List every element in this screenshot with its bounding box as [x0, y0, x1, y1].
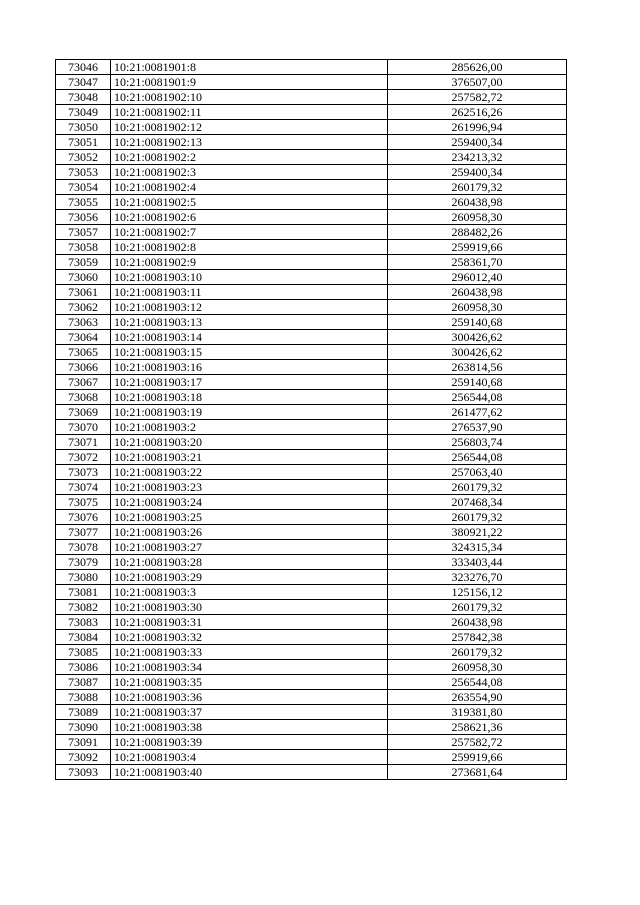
- cadastral-number-cell: 10:21:0081902:12: [111, 120, 388, 135]
- table-row: [56, 165, 567, 180]
- row-number-cell: 73064: [56, 330, 111, 345]
- table-row: [56, 765, 567, 780]
- table-row: [56, 195, 567, 210]
- row-number-cell: 73068: [56, 390, 111, 405]
- amount-cell: 259400,34: [388, 135, 567, 150]
- amount-cell: 288482,26: [388, 225, 567, 240]
- table-row: [56, 480, 567, 495]
- amount-cell: 380921,22: [388, 525, 567, 540]
- row-number-cell: 73086: [56, 660, 111, 675]
- row-number-cell: 73055: [56, 195, 111, 210]
- table-row: [56, 120, 567, 135]
- cadastral-number-cell: 10:21:0081901:8: [111, 60, 388, 75]
- row-number-cell: 73059: [56, 255, 111, 270]
- row-number-cell: 73089: [56, 705, 111, 720]
- cadastral-number-cell: 10:21:0081903:27: [111, 540, 388, 555]
- row-number-cell: 73078: [56, 540, 111, 555]
- cadastral-number-cell: 10:21:0081903:28: [111, 555, 388, 570]
- table-row: [56, 645, 567, 660]
- table-row: [56, 555, 567, 570]
- cadastral-number-cell: 10:21:0081903:14: [111, 330, 388, 345]
- row-number-cell: 73090: [56, 720, 111, 735]
- row-number-cell: 73081: [56, 585, 111, 600]
- cadastral-number-cell: 10:21:0081903:38: [111, 720, 388, 735]
- amount-cell: 333403,44: [388, 555, 567, 570]
- row-number-cell: 73071: [56, 435, 111, 450]
- row-number-cell: 73062: [56, 300, 111, 315]
- table-row: [56, 300, 567, 315]
- table-row: [56, 345, 567, 360]
- amount-cell: 260179,32: [388, 645, 567, 660]
- cadastral-number-cell: 10:21:0081902:4: [111, 180, 388, 195]
- table-row: [56, 150, 567, 165]
- row-number-cell: 73092: [56, 750, 111, 765]
- amount-cell: 260958,30: [388, 660, 567, 675]
- table-row: [56, 90, 567, 105]
- row-number-cell: 73057: [56, 225, 111, 240]
- table-row: [56, 135, 567, 150]
- amount-cell: 259140,68: [388, 315, 567, 330]
- row-number-cell: 73052: [56, 150, 111, 165]
- cadastral-number-cell: 10:21:0081903:11: [111, 285, 388, 300]
- registry-table: [55, 59, 567, 780]
- table-row: [56, 690, 567, 705]
- table-row: [56, 465, 567, 480]
- amount-cell: 260438,98: [388, 615, 567, 630]
- amount-cell: 260179,32: [388, 480, 567, 495]
- row-number-cell: 73060: [56, 270, 111, 285]
- table-row: [56, 390, 567, 405]
- row-number-cell: 73093: [56, 765, 111, 780]
- amount-cell: 261996,94: [388, 120, 567, 135]
- cadastral-number-cell: 10:21:0081903:2: [111, 420, 388, 435]
- amount-cell: 260958,30: [388, 210, 567, 225]
- row-number-cell: 73050: [56, 120, 111, 135]
- amount-cell: 261477,62: [388, 405, 567, 420]
- table-row: [56, 735, 567, 750]
- cadastral-number-cell: 10:21:0081902:3: [111, 165, 388, 180]
- cadastral-number-cell: 10:21:0081902:11: [111, 105, 388, 120]
- table-row: [56, 210, 567, 225]
- amount-cell: 260438,98: [388, 195, 567, 210]
- cadastral-number-cell: 10:21:0081903:17: [111, 375, 388, 390]
- row-number-cell: 73082: [56, 600, 111, 615]
- amount-cell: 260438,98: [388, 285, 567, 300]
- table-row: [56, 675, 567, 690]
- amount-cell: 260179,32: [388, 180, 567, 195]
- cadastral-number-cell: 10:21:0081903:10: [111, 270, 388, 285]
- cadastral-number-cell: 10:21:0081903:4: [111, 750, 388, 765]
- row-number-cell: 73080: [56, 570, 111, 585]
- cadastral-number-cell: 10:21:0081903:3: [111, 585, 388, 600]
- amount-cell: 259919,66: [388, 750, 567, 765]
- cadastral-number-cell: 10:21:0081903:26: [111, 525, 388, 540]
- row-number-cell: 73067: [56, 375, 111, 390]
- table-row: [56, 285, 567, 300]
- amount-cell: 260179,32: [388, 510, 567, 525]
- row-number-cell: 73066: [56, 360, 111, 375]
- row-number-cell: 73048: [56, 90, 111, 105]
- table-row: [56, 570, 567, 585]
- table-row: [56, 705, 567, 720]
- amount-cell: 296012,40: [388, 270, 567, 285]
- cadastral-number-cell: 10:21:0081903:15: [111, 345, 388, 360]
- cadastral-number-cell: 10:21:0081903:25: [111, 510, 388, 525]
- amount-cell: 263814,56: [388, 360, 567, 375]
- cadastral-number-cell: 10:21:0081903:33: [111, 645, 388, 660]
- table-row: [56, 105, 567, 120]
- row-number-cell: 73076: [56, 510, 111, 525]
- amount-cell: 319381,80: [388, 705, 567, 720]
- amount-cell: 256544,08: [388, 390, 567, 405]
- table-row: [56, 495, 567, 510]
- table-row: [56, 615, 567, 630]
- cadastral-number-cell: 10:21:0081902:8: [111, 240, 388, 255]
- row-number-cell: 73058: [56, 240, 111, 255]
- cadastral-number-cell: 10:21:0081901:9: [111, 75, 388, 90]
- row-number-cell: 73051: [56, 135, 111, 150]
- amount-cell: 125156,12: [388, 585, 567, 600]
- row-number-cell: 73075: [56, 495, 111, 510]
- row-number-cell: 73087: [56, 675, 111, 690]
- table-row: [56, 225, 567, 240]
- amount-cell: 263554,90: [388, 690, 567, 705]
- table-row: [56, 75, 567, 90]
- row-number-cell: 73061: [56, 285, 111, 300]
- table-row: [56, 630, 567, 645]
- row-number-cell: 73054: [56, 180, 111, 195]
- table-row: [56, 540, 567, 555]
- table-row: [56, 420, 567, 435]
- table-row: [56, 180, 567, 195]
- row-number-cell: 73063: [56, 315, 111, 330]
- table-row: [56, 315, 567, 330]
- amount-cell: 259919,66: [388, 240, 567, 255]
- amount-cell: 323276,70: [388, 570, 567, 585]
- table-row: [56, 330, 567, 345]
- cadastral-number-cell: 10:21:0081902:13: [111, 135, 388, 150]
- amount-cell: 276537,90: [388, 420, 567, 435]
- amount-cell: 300426,62: [388, 345, 567, 360]
- cadastral-number-cell: 10:21:0081903:37: [111, 705, 388, 720]
- table-row: [56, 405, 567, 420]
- row-number-cell: 73085: [56, 645, 111, 660]
- table-row: [56, 255, 567, 270]
- row-number-cell: 73049: [56, 105, 111, 120]
- table-row: [56, 510, 567, 525]
- table-row: [56, 450, 567, 465]
- row-number-cell: 73073: [56, 465, 111, 480]
- amount-cell: 234213,32: [388, 150, 567, 165]
- cadastral-number-cell: 10:21:0081903:39: [111, 735, 388, 750]
- table-row: [56, 435, 567, 450]
- row-number-cell: 73047: [56, 75, 111, 90]
- amount-cell: 324315,34: [388, 540, 567, 555]
- amount-cell: 256803,74: [388, 435, 567, 450]
- amount-cell: 259140,68: [388, 375, 567, 390]
- table-row: [56, 720, 567, 735]
- cadastral-number-cell: 10:21:0081902:5: [111, 195, 388, 210]
- row-number-cell: 73077: [56, 525, 111, 540]
- row-number-cell: 73074: [56, 480, 111, 495]
- cadastral-number-cell: 10:21:0081903:19: [111, 405, 388, 420]
- row-number-cell: 73065: [56, 345, 111, 360]
- cadastral-number-cell: 10:21:0081903:12: [111, 300, 388, 315]
- table-row: [56, 750, 567, 765]
- amount-cell: 257842,38: [388, 630, 567, 645]
- row-number-cell: 73083: [56, 615, 111, 630]
- cadastral-number-cell: 10:21:0081902:9: [111, 255, 388, 270]
- row-number-cell: 73070: [56, 420, 111, 435]
- row-number-cell: 73084: [56, 630, 111, 645]
- row-number-cell: 73056: [56, 210, 111, 225]
- cadastral-number-cell: 10:21:0081903:13: [111, 315, 388, 330]
- cadastral-number-cell: 10:21:0081903:36: [111, 690, 388, 705]
- row-number-cell: 73079: [56, 555, 111, 570]
- cadastral-number-cell: 10:21:0081903:23: [111, 480, 388, 495]
- cadastral-number-cell: 10:21:0081903:22: [111, 465, 388, 480]
- table-row: [56, 240, 567, 255]
- amount-cell: 285626,00: [388, 60, 567, 75]
- amount-cell: 257582,72: [388, 90, 567, 105]
- amount-cell: 258621,36: [388, 720, 567, 735]
- amount-cell: 376507,00: [388, 75, 567, 90]
- table-row: [56, 360, 567, 375]
- table-row: [56, 660, 567, 675]
- amount-cell: 260958,30: [388, 300, 567, 315]
- row-number-cell: 73053: [56, 165, 111, 180]
- amount-cell: 207468,34: [388, 495, 567, 510]
- cadastral-number-cell: 10:21:0081903:35: [111, 675, 388, 690]
- cadastral-number-cell: 10:21:0081902:6: [111, 210, 388, 225]
- amount-cell: 257582,72: [388, 735, 567, 750]
- row-number-cell: 73046: [56, 60, 111, 75]
- cadastral-number-cell: 10:21:0081903:40: [111, 765, 388, 780]
- amount-cell: 256544,08: [388, 675, 567, 690]
- cadastral-number-cell: 10:21:0081902:7: [111, 225, 388, 240]
- table-row: [56, 375, 567, 390]
- table-row: [56, 270, 567, 285]
- amount-cell: 258361,70: [388, 255, 567, 270]
- cadastral-number-cell: 10:21:0081903:31: [111, 615, 388, 630]
- amount-cell: 273681,64: [388, 765, 567, 780]
- amount-cell: 300426,62: [388, 330, 567, 345]
- cadastral-number-cell: 10:21:0081903:29: [111, 570, 388, 585]
- table-row: [56, 525, 567, 540]
- registry-table-body: [56, 60, 567, 780]
- cadastral-number-cell: 10:21:0081903:18: [111, 390, 388, 405]
- amount-cell: 257063,40: [388, 465, 567, 480]
- amount-cell: 259400,34: [388, 165, 567, 180]
- amount-cell: 262516,26: [388, 105, 567, 120]
- cadastral-number-cell: 10:21:0081902:10: [111, 90, 388, 105]
- table-row: [56, 585, 567, 600]
- table-row: [56, 60, 567, 75]
- row-number-cell: 73091: [56, 735, 111, 750]
- row-number-cell: 73069: [56, 405, 111, 420]
- row-number-cell: 73088: [56, 690, 111, 705]
- cadastral-number-cell: 10:21:0081903:21: [111, 450, 388, 465]
- cadastral-number-cell: 10:21:0081903:16: [111, 360, 388, 375]
- cadastral-number-cell: 10:21:0081902:2: [111, 150, 388, 165]
- cadastral-number-cell: 10:21:0081903:34: [111, 660, 388, 675]
- row-number-cell: 73072: [56, 450, 111, 465]
- cadastral-number-cell: 10:21:0081903:32: [111, 630, 388, 645]
- cadastral-number-cell: 10:21:0081903:24: [111, 495, 388, 510]
- amount-cell: 260179,32: [388, 600, 567, 615]
- cadastral-number-cell: 10:21:0081903:30: [111, 600, 388, 615]
- cadastral-number-cell: 10:21:0081903:20: [111, 435, 388, 450]
- table-row: [56, 600, 567, 615]
- amount-cell: 256544,08: [388, 450, 567, 465]
